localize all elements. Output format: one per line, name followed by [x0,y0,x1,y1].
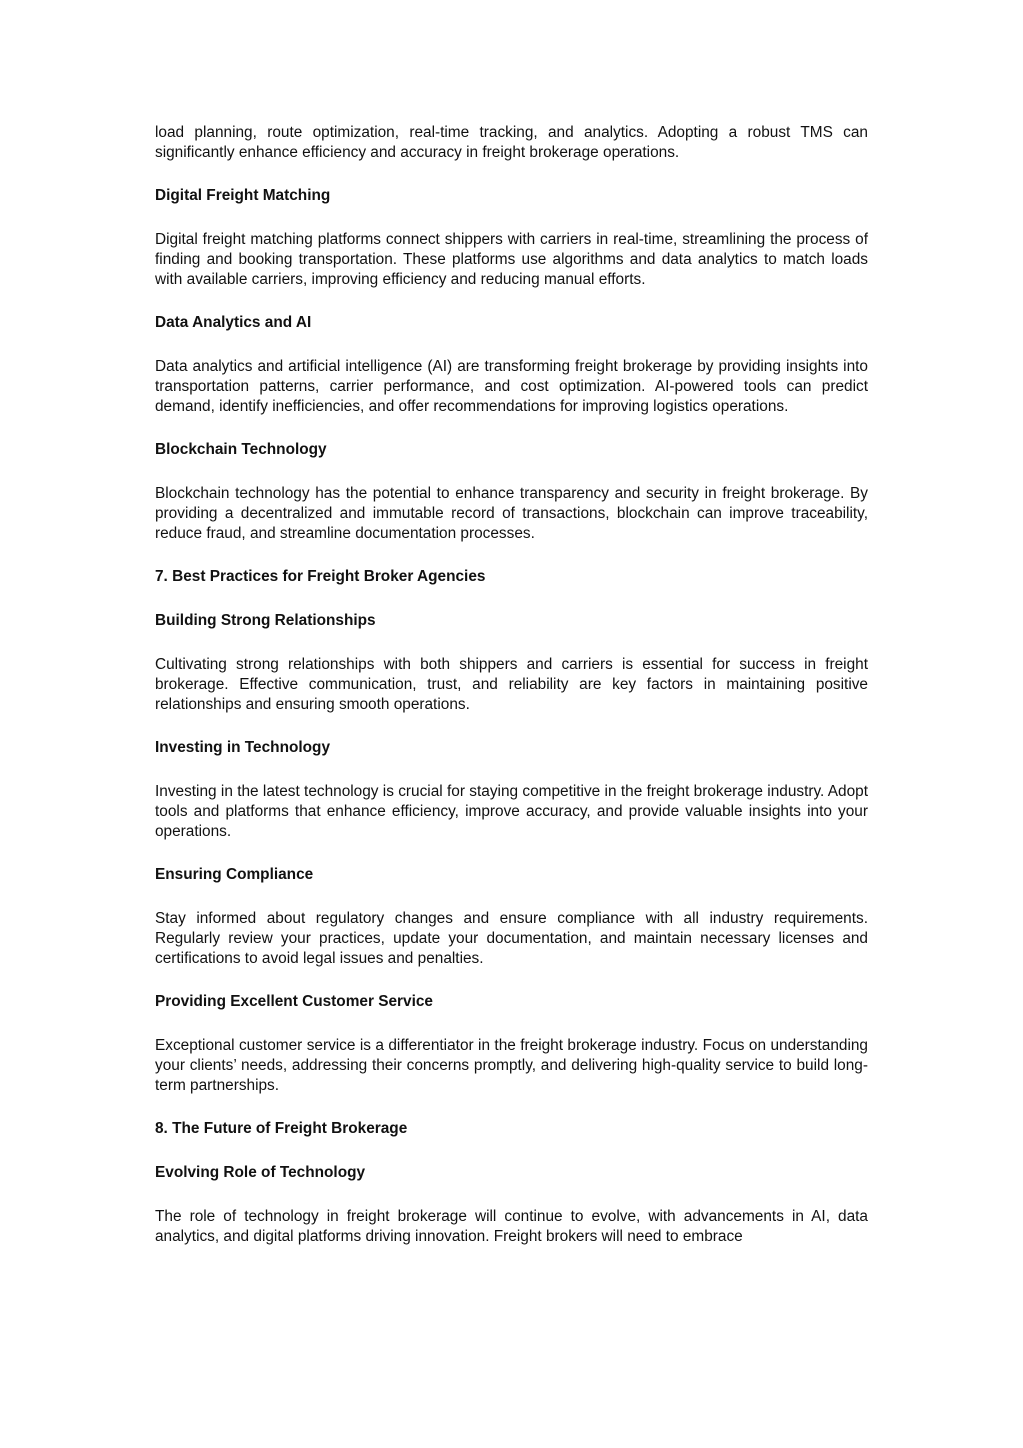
heading-blockchain-technology: Blockchain Technology [155,441,327,458]
paragraph-digital-freight-matching: Digital freight matching platforms connect shippers with carriers in real-time, streamlining the process of finding and booking transportation. These platforms use algorithms and data analytics to match loads with available carriers, improving efficiency and reducing manual efforts. [155,231,868,288]
paragraph-evolving-role-technology: The role of technology in freight brokerage will continue to evolve, with advancements in AI, data analytics, and digital platforms driving innovation. Freight brokers will need to embrace [155,1208,868,1245]
paragraph-customer-service: Exceptional customer service is a differentiator in the freight brokerage industry. Focus on understanding your clients’ needs, addressing their concerns promptly, and delivering high-quality service to build long-term partnerships. [155,1037,868,1094]
heading-evolving-role-technology: Evolving Role of Technology [155,1164,366,1181]
heading-data-analytics-ai: Data Analytics and AI [155,314,312,331]
paragraph-building-strong-relationships: Cultivating strong relationships with both shippers and carriers is essential for success in freight brokerage. Effective communication, trust, and reliability are key factors in maintaining positive relationships and ensuring smooth operations. [155,656,868,713]
paragraph-ensuring-compliance: Stay informed about regulatory changes and ensure compliance with all industry requirements. Regularly review your practices, update your documentation, and maintain necessary licenses and certifications to avoid legal issues and penalties. [155,910,868,967]
section-heading-future: 8. The Future of Freight Brokerage [155,1120,408,1137]
heading-building-strong-relationships: Building Strong Relationships [155,612,376,629]
heading-customer-service: Providing Excellent Customer Service [155,993,433,1010]
document-page [155,123,868,1270]
section-heading-best-practices: 7. Best Practices for Freight Broker Agencies [155,568,486,585]
paragraph-investing-in-technology: Investing in the latest technology is crucial for staying competitive in the freight brokerage industry. Adopt tools and platforms that enhance efficiency, improve accuracy, and provide valuable insights into your operations. [155,783,868,840]
paragraph-blockchain-technology: Blockchain technology has the potential to enhance transparency and security in freight brokerage. By providing a decentralized and immutable record of transactions, blockchain can improve traceability, reduce fraud, and streamline documentation processes. [155,485,868,542]
paragraph-tms-continued: load planning, route optimization, real-time tracking, and analytics. Adopting a robust TMS can significantly enhance efficiency and accuracy in freight brokerage operations. [155,124,868,161]
heading-ensuring-compliance: Ensuring Compliance [155,866,314,883]
paragraph-data-analytics-ai: Data analytics and artificial intelligence (AI) are transforming freight brokerage by providing insights into transportation patterns, carrier performance, and cost optimization. AI-powered tools can predict demand, identify inefficiencies, and offer recommendations for improving logistics operations. [155,358,868,415]
heading-digital-freight-matching: Digital Freight Matching [155,187,331,204]
heading-investing-in-technology: Investing in Technology [155,739,331,756]
